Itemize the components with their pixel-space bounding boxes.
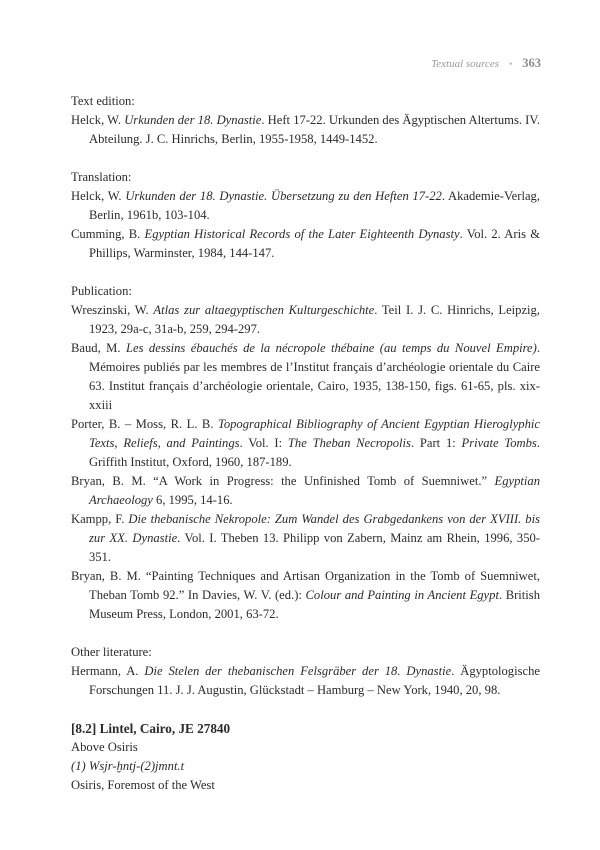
bibliography-entry (71, 662, 540, 700)
page-number: 363 (522, 56, 541, 70)
entry-text: Helck, W. (71, 113, 125, 127)
section-label: Translation: (71, 170, 132, 184)
entry-text: Helck, W. (71, 189, 126, 203)
bibliography-list (71, 662, 540, 700)
bibliography-list (71, 301, 540, 624)
italic-title: Egyptian Archaeology (89, 474, 540, 507)
page-body (71, 92, 540, 795)
catalogue-entry (71, 719, 540, 795)
bibliography-entry (71, 339, 540, 415)
bibliography-entry (71, 510, 540, 567)
entry-text: . Mémoires publiés par les membres de l’Institut français d’archéologie orientale du Caire 63. Institut français d’archéologie orientale, Cairo, 1935, 138-150, figs. 61-65, pls. xix-xxiii (89, 341, 541, 412)
bibliography-entry (71, 111, 540, 149)
entry-text: Bryan, B. M. “A Work in Progress: the Unfinished Tomb of Suemniwet.” (71, 474, 495, 488)
italic-title: Private Tombs (461, 436, 537, 450)
section-label: Other literature: (71, 645, 152, 659)
bibliography-list (71, 187, 540, 263)
bibliography-entry (71, 225, 540, 263)
running-head-bullet: • (509, 59, 513, 69)
section-other-literature (71, 643, 540, 700)
entry-text: Cumming, B. (71, 227, 145, 241)
entry-text: . Vol. I. Theben 13. Philipp von Zabern, Mainz am Rhein, 1996, 350-351. (89, 531, 540, 564)
entry-heading: [8.2] Lintel, Cairo, JE 27840 (71, 721, 231, 736)
entry-text: Baud, M. (71, 341, 126, 355)
bibliography-entry (71, 415, 540, 472)
running-head (431, 54, 541, 74)
entry-text: Hermann, A. (71, 664, 145, 678)
entry-text: . British Museum Press, London, 2001, 63-72. (89, 588, 540, 621)
bibliography-entry (71, 567, 540, 624)
italic-title: Atlas zur altaegyptischen Kulturgeschichte (153, 303, 375, 317)
italic-title: Topographical Bibliography of Ancient Egyptian Hieroglyphic Texts, Reliefs, and Paintings (89, 417, 540, 450)
bibliography-entry (71, 301, 540, 339)
entry-text: . Part 1: (410, 436, 462, 450)
entry-transliteration-line (71, 757, 540, 776)
entry-text: . Griffith Institut, Oxford, 1960, 187-189. (89, 436, 540, 469)
running-head-title: Textual sources (431, 58, 500, 70)
entry-text: . Teil I. J. C. Hinrichs, Leipzig, 1923, 29a-c, 31a-b, 259, 294-297. (89, 303, 540, 336)
entry-text: 6, 1995, 14-16. (152, 493, 233, 507)
entry-text: . Ägyptologische Forschungen 11. J. J. Augustin, Glückstadt – Hamburg – New York, 1940, 20, 98. (89, 664, 540, 697)
entry-text: Wreszinski, W. (71, 303, 154, 317)
section-label: Text edition: (71, 94, 135, 108)
bibliography-entry (71, 472, 540, 510)
italic-title: The Theban Necropolis (287, 436, 411, 450)
italic-title: Urkunden der 18. Dynastie (124, 113, 262, 127)
entry-text: . Vol. 2. Aris & Phillips, Warminster, 1984, 144-147. (89, 227, 540, 260)
entry-text: . Heft 17-22. Urkunden des Ägyptischen Altertums. IV. Abteilung. J. C. Hinrichs, Berlin, 1955-1958, 1449-1452. (89, 113, 540, 146)
section-label: Publication: (71, 284, 132, 298)
italic-title: Colour and Painting in Ancient Egypt (305, 588, 499, 602)
entry-text: Kampp, F. (71, 512, 129, 526)
entry-text: . Akademie-Verlag, Berlin, 1961b, 103-104. (89, 189, 540, 222)
section-publication (71, 282, 540, 624)
bibliography-list (71, 111, 540, 149)
italic-title: Egyptian Historical Records of the Later Eighteenth Dynasty (144, 227, 460, 241)
entry-text: . Vol. I: (239, 436, 288, 450)
entry-location-line: Above Osiris (71, 740, 138, 754)
italic-title: Les dessins ébauchés de la nécropole thébaine (au temps du Nouvel Empire) (125, 341, 537, 355)
transliteration: Wsjr-ḫntj-(2)jmnt.t (88, 759, 185, 773)
italic-title: Urkunden der 18. Dynastie. Übersetzung zu den Heften 17-22 (125, 189, 442, 203)
line-number: (1) (71, 759, 86, 773)
entry-text: Bryan, B. M. “Painting Techniques and Artisan Organization in the Tomb of Suemniwet, Theban Tomb 92.” In Davies, W. V. (ed.): (71, 569, 540, 602)
entry-translation-line: Osiris, Foremost of the West (71, 778, 215, 792)
entry-text: Porter, B. – Moss, R. L. B. (71, 417, 218, 431)
section-translation (71, 168, 540, 263)
bibliography-entry (71, 187, 540, 225)
italic-title: Die Stelen der thebanischen Felsgräber der 18. Dynastie (144, 664, 452, 678)
section-text-edition (71, 92, 540, 149)
italic-title: Die thebanische Nekropole: Zum Wandel des Grabgedankens von der XVIII. bis zur XX. Dynastie (89, 512, 541, 545)
